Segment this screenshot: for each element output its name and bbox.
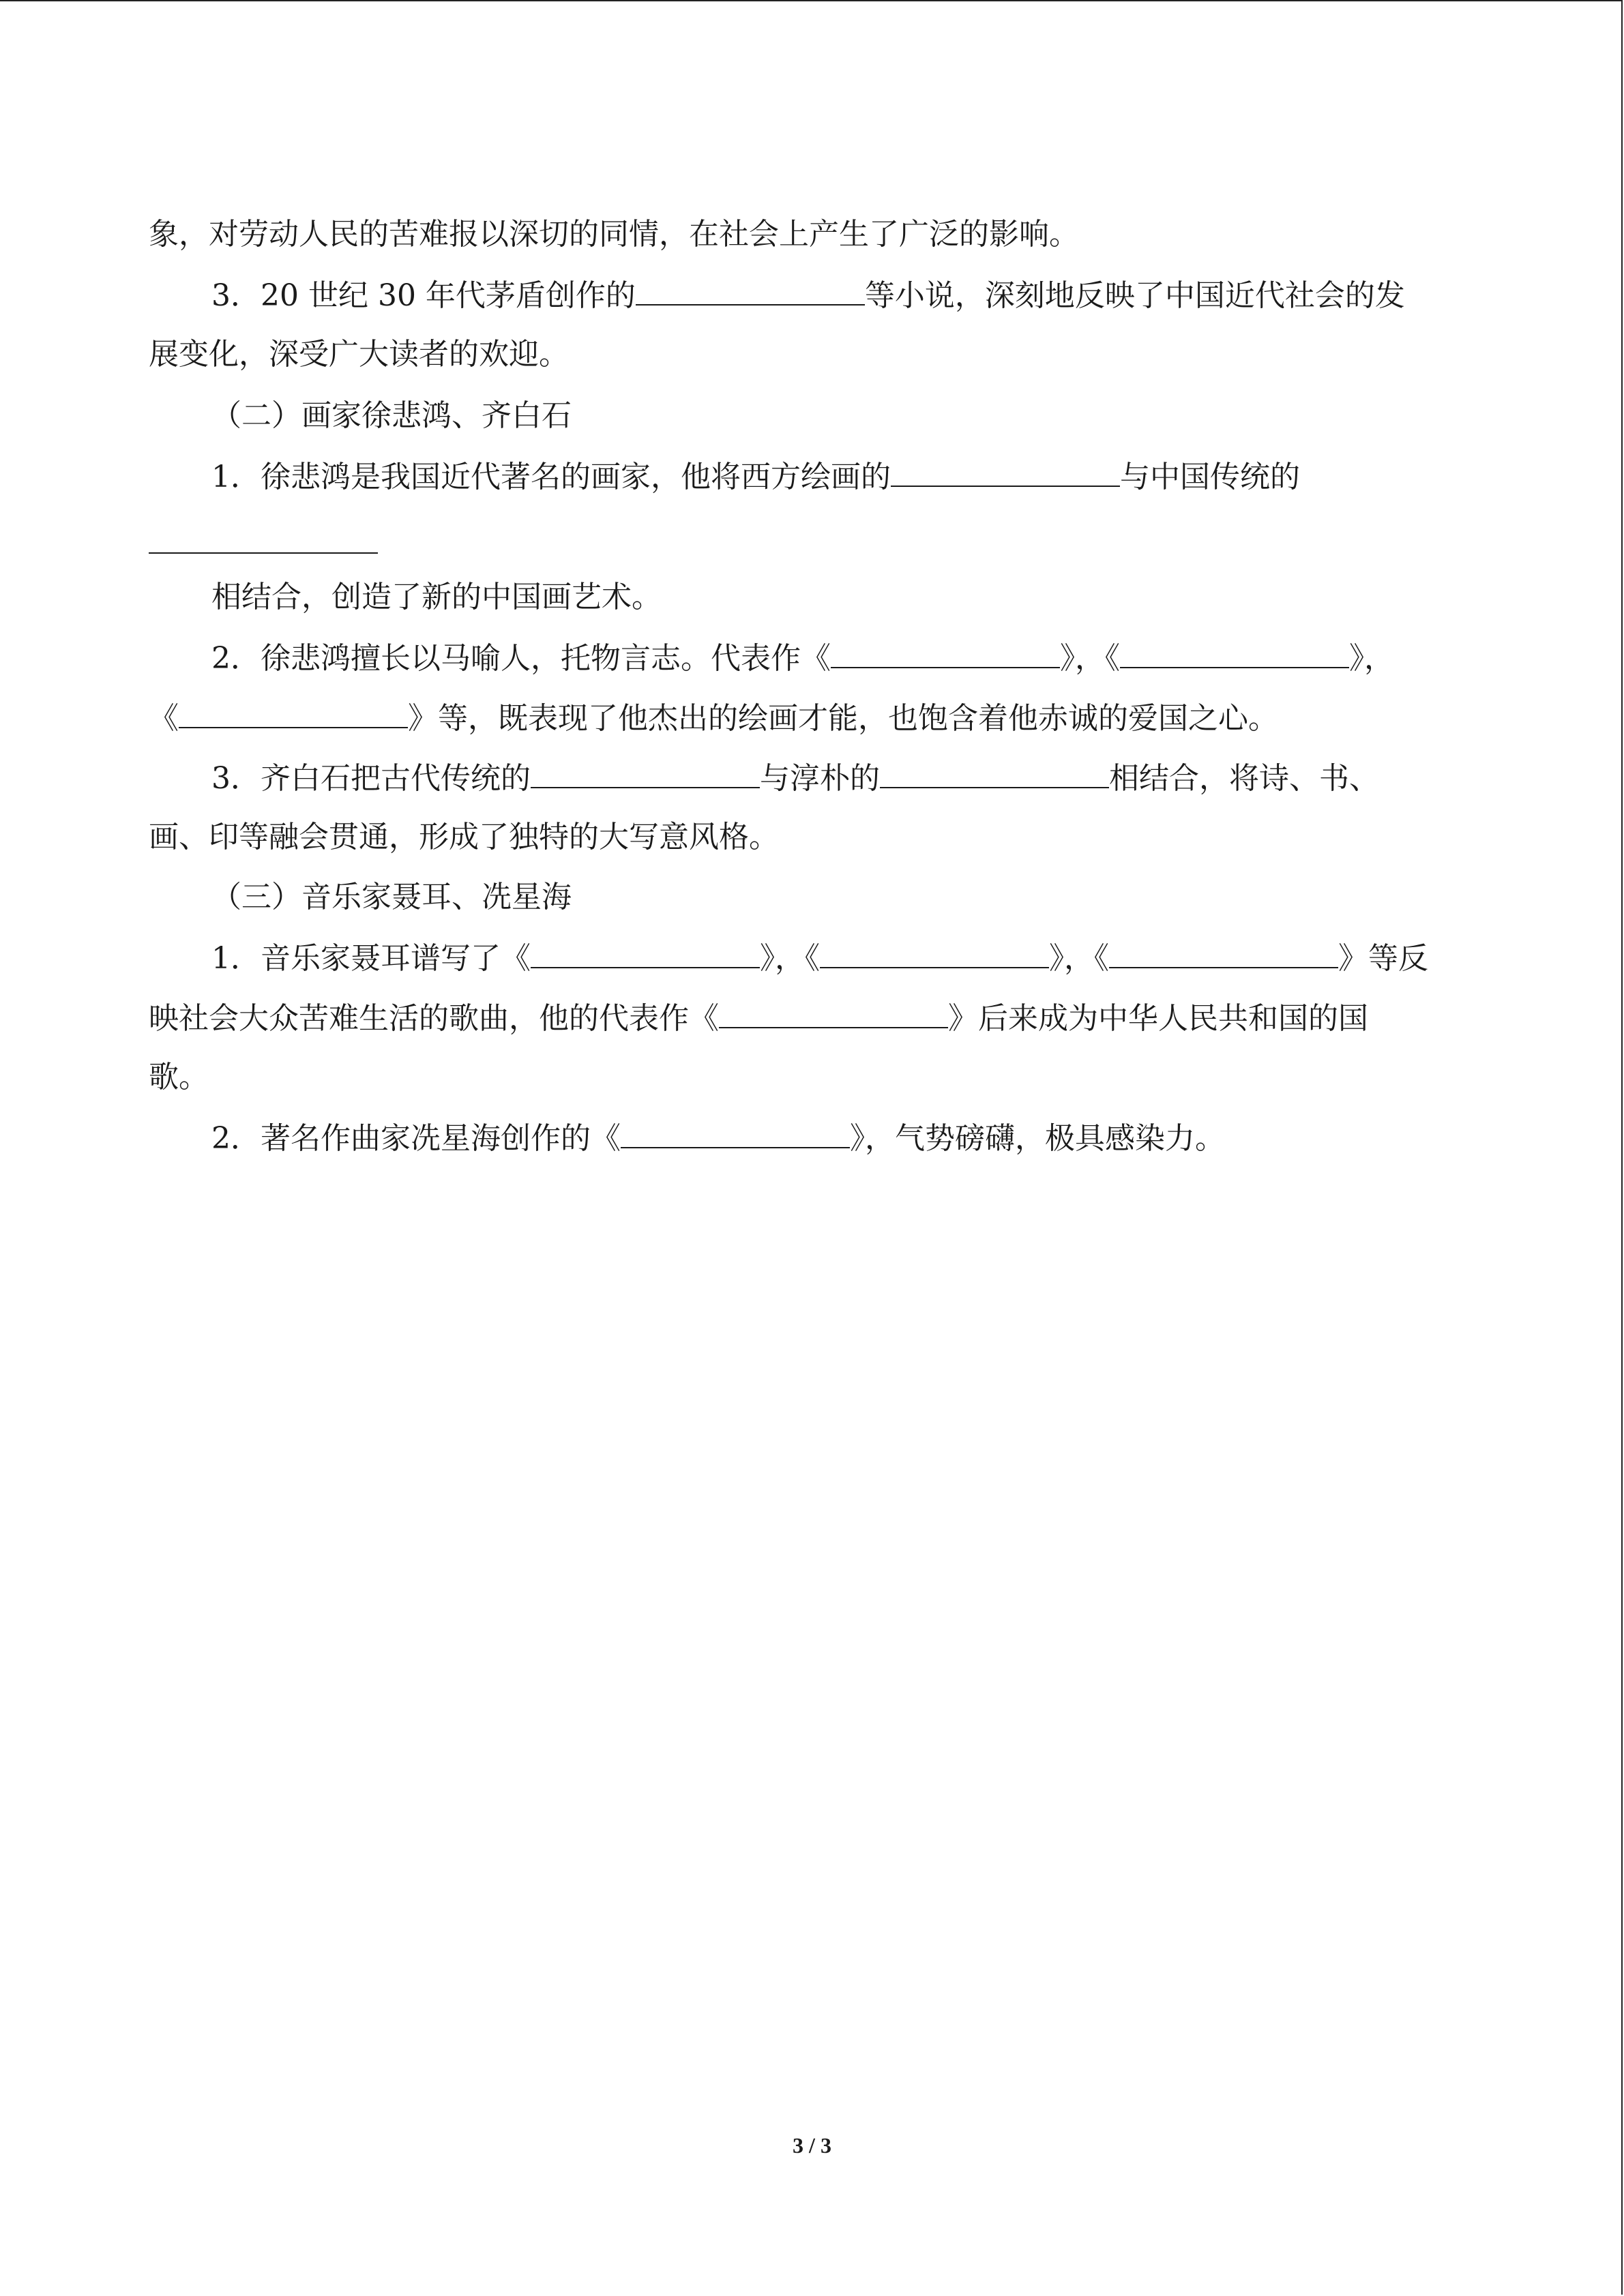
blank-field[interactable] — [636, 274, 865, 305]
text: 等小说，深刻地反映了中国近代社会的发 — [864, 278, 1405, 313]
question-line — [211, 637, 1394, 679]
text: 》， — [1349, 641, 1394, 676]
question-line — [149, 997, 1368, 1039]
blank-field[interactable] — [891, 456, 1120, 487]
question-line — [211, 456, 1300, 498]
text: 映社会大众苦难生活的歌曲，他的代表作《 — [149, 1001, 719, 1036]
text: 3．20 世纪 30 年代茅盾创作的 — [211, 278, 636, 313]
text: 3．齐白石把古代传统的 — [211, 761, 531, 796]
text: 象，对劳动人民的苦难报以深切的同情，在社会上产生了广泛的影响。 — [149, 217, 1079, 252]
text: 》，《 — [760, 941, 820, 976]
text: 相结合，创造了新的中国画艺术。 — [211, 580, 662, 614]
text: 与中国传统的 — [1120, 460, 1300, 494]
blank-field[interactable] — [149, 522, 378, 554]
paragraph-line — [149, 214, 1079, 255]
text: 画、印等融会贯通，形成了独特的大写意风格。 — [149, 820, 779, 854]
blank-field[interactable] — [880, 757, 1109, 788]
blank-field[interactable] — [621, 1117, 850, 1148]
text: 》，气势磅礴，极具感染力。 — [850, 1121, 1225, 1156]
text: 与淳朴的 — [760, 761, 880, 796]
question-line — [149, 697, 1278, 739]
text: 相结合，将诗、书、 — [1109, 761, 1379, 796]
text: 》等，既表现了他杰出的绘画才能，也饱含着他赤诚的爱国之心。 — [408, 701, 1278, 736]
blank-field[interactable] — [719, 997, 948, 1028]
text: （二）画家徐悲鸿、齐白石 — [211, 398, 572, 433]
text: 展变化，深受广大读者的欢迎。 — [149, 337, 569, 372]
section-heading — [211, 396, 572, 436]
blank-field[interactable] — [179, 697, 408, 728]
text: 《 — [149, 701, 179, 736]
question-line — [211, 757, 1379, 799]
text: 1．音乐家聂耳谱写了《 — [211, 941, 531, 976]
question-line — [211, 937, 1428, 979]
text: 歌。 — [149, 1060, 209, 1094]
text: 1．徐悲鸿是我国近代著名的画家，他将西方绘画的 — [211, 460, 891, 494]
text: 》，《 — [1060, 641, 1120, 676]
page-number: 3 / 3 — [793, 2133, 831, 2158]
section-heading — [211, 877, 572, 918]
text: 》等反 — [1338, 941, 1428, 976]
blank-field[interactable] — [831, 637, 1060, 668]
text: （三）音乐家聂耳、冼星海 — [211, 880, 572, 914]
paragraph-line — [211, 577, 662, 618]
paragraph-line — [149, 334, 569, 375]
question-line — [149, 522, 378, 565]
blank-field[interactable] — [531, 937, 760, 968]
question-line — [211, 1117, 1225, 1159]
blank-field[interactable] — [1120, 637, 1349, 668]
blank-field[interactable] — [820, 937, 1049, 968]
text: 2．著名作曲家冼星海创作的《 — [211, 1121, 621, 1156]
text: 》后来成为中华人民共和国的国 — [948, 1001, 1368, 1036]
question-line — [211, 274, 1405, 316]
paragraph-line — [149, 817, 779, 858]
text: 2．徐悲鸿擅长以马喻人，托物言志。代表作《 — [211, 641, 831, 676]
blank-field[interactable] — [1109, 937, 1338, 968]
text: 》，《 — [1049, 941, 1109, 976]
paragraph-line — [149, 1057, 209, 1098]
blank-field[interactable] — [531, 757, 760, 788]
